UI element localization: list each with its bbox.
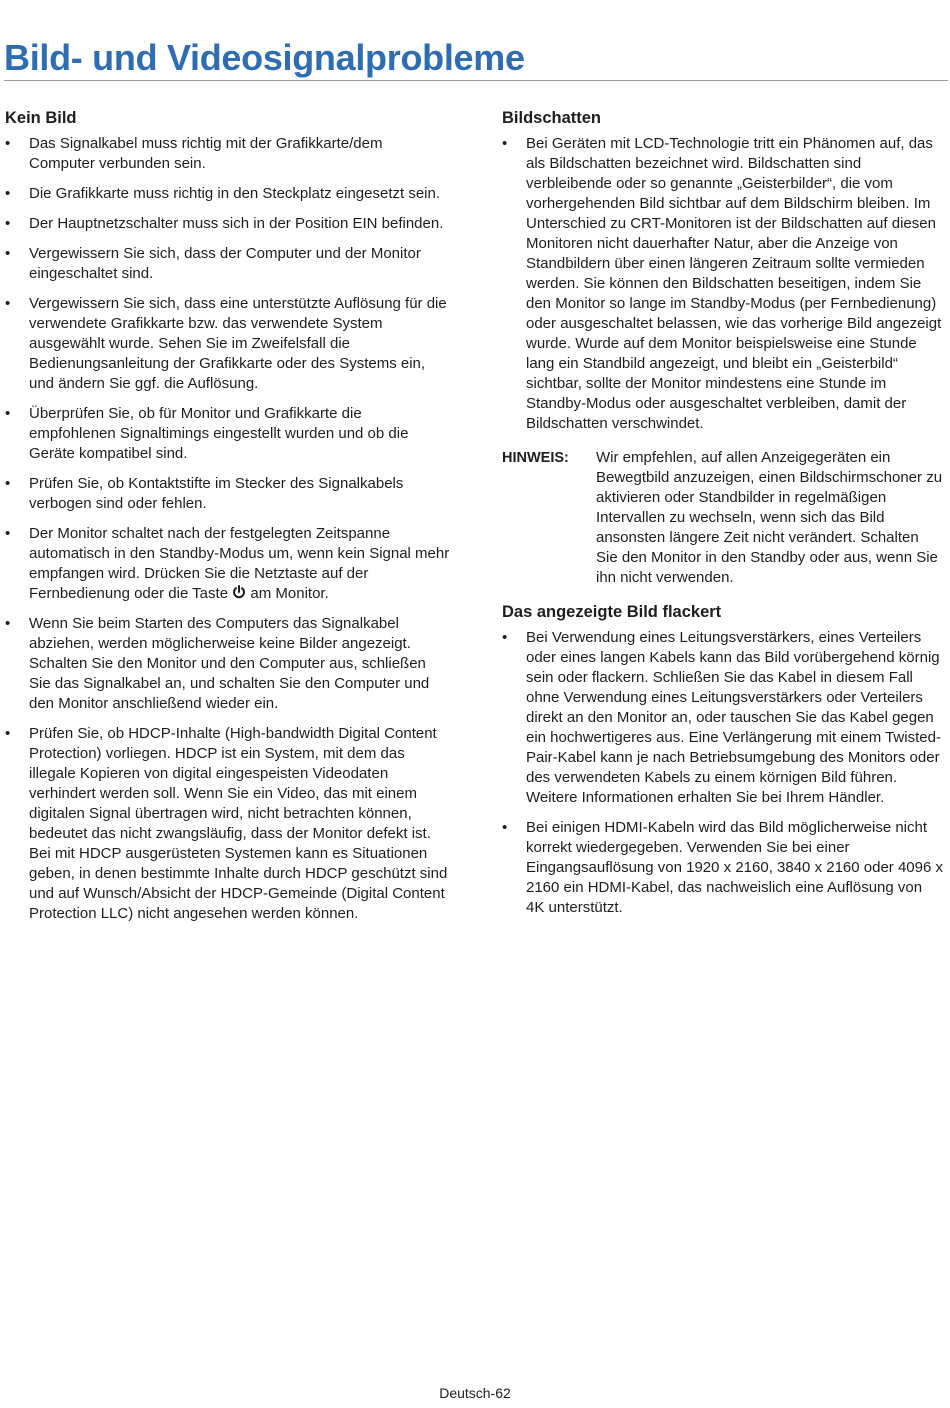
page-title: Bild- und Videosignalprobleme bbox=[4, 37, 525, 78]
list-item: • Vergewissern Sie sich, dass der Computer und der Monitor eingeschaltet sind. bbox=[5, 245, 421, 282]
note-text: Wir empfehlen, auf allen Anzeigegeräten ein Bewegtbild anzuzeigen, einen Bildschirmschoner zu aktivieren oder Standbilder in regelmäßigen Intervallen zu wechseln, wenn sich das Bild ansonsten längere Zeit nicht verändert. Schalten Sie den Monitor in den Standby oder aus, wenn Sie ihn nicht verwenden. bbox=[596, 449, 943, 586]
list-item: • Das Signalkabel muss richtig mit der Grafikkarte/dem Computer verbunden sein. bbox=[5, 135, 383, 172]
list-item: • Überprüfen Sie, ob für Monitor und Grafikkarte die empfohlenen Signaltimings eingestellt wurden und ob die Geräte kompatibel sind. bbox=[5, 405, 409, 462]
section-heading-kein-bild: Kein Bild bbox=[5, 109, 77, 127]
list-item: • Bei einigen HDMI-Kabeln wird das Bild möglicherweise nicht korrekt wiedergegeben. Verwenden Sie bei einer Eingangsauflösung von 1920 x 2160, 3840 x 2160 oder 4096 x 2160 ein HDMI-Kabel, das nachweislich eine Auflösung von 4K unterstützt. bbox=[502, 819, 943, 916]
right-column bbox=[502, 108, 944, 928]
note-hinweis bbox=[502, 448, 944, 588]
list-item: • Prüfen Sie, ob Kontaktstifte im Stecker des Signalkabels verbogen sind oder fehlen. bbox=[5, 475, 404, 512]
title-divider bbox=[4, 80, 948, 81]
page-number: Deutsch-62 bbox=[439, 1385, 511, 1401]
kein-bild-list bbox=[5, 134, 451, 924]
list-item-standby: • Der Monitor schaltet nach der festgelegten Zeitspanne automatisch in den Standby-Modus um, wenn kein Signal mehr empfangen wird. Drücken Sie die Netztaste auf der Fernbedienung oder die Taste am Monitor. bbox=[5, 525, 450, 602]
section-heading-bildschatten: Bildschatten bbox=[502, 109, 602, 127]
left-column bbox=[5, 108, 451, 934]
list-item: • Die Grafikkarte muss richtig in den Steckplatz eingesetzt sein. bbox=[5, 185, 441, 202]
list-item: • Der Hauptnetzschalter muss sich in der Position EIN befinden. bbox=[5, 215, 444, 232]
list-item: • Bei Verwendung eines Leitungsverstärkers, eines Verteilers oder eines langen Kabels kann das Bild vorübergehend körnig sein oder flackern. Schließen Sie das Kabel in diesem Fall ohne Verwendung eines Leitungsverstärkers oder Verteilers direkt an den Monitor an, oder tauschen Sie das Kabel gegen ein hochwertigeres aus. Eine Verlängerung mit einem Twisted-Pair-Kabel kann je nach Betriebsumgebung des Monitors oder des verwendeten Kabels zu einem körnigen Bild führen. Weitere Informationen erhalten Sie bei Ihrem Händler. bbox=[502, 629, 941, 806]
list-item: • Vergewissern Sie sich, dass eine unterstützte Auflösung für die verwendete Grafikkarte bzw. das verwendete System ausgewählt wurde. Sehen Sie im Zweifelsfall die Bedienungsanleitung der Grafikkarte oder des Systems ein, und ändern Sie ggf. die Auflösung. bbox=[5, 295, 447, 392]
list-item: • Prüfen Sie, ob HDCP-Inhalte (High-bandwidth Digital Content Protection) vorliegen. HDCP ist ein System, mit dem das illegale Kopieren von digital eingespeisten Videodaten verhindert werden soll. Wenn Sie ein Video, das mit einem digitalen Signal übertragen wird, nicht betrachten können, bedeutet das nicht zwangsläufig, dass der Monitor defekt ist. Bei mit HDCP ausgerüsteten Systemen kann es Situationen geben, in denen bestimmte Inhalte durch HDCP geschützt sind und auf Wunsch/Absicht der HDCP-Gemeinde (Digital Content Protection LLC) nicht angesehen werden können. bbox=[5, 725, 448, 922]
section-heading-flackert: Das angezeigte Bild flackert bbox=[502, 603, 722, 621]
flackert-list bbox=[502, 628, 944, 918]
note-label: HINWEIS: bbox=[502, 450, 569, 466]
bildschatten-list bbox=[502, 134, 944, 434]
list-item: • Bei Geräten mit LCD-Technologie tritt ein Phänomen auf, das als Bildschatten bezeichnet wird. Bildschatten sind verbleibende oder so genannte „Geisterbilder“, die vom vorhergehenden Bild sichtbar auf dem Bildschirm bleiben. Im Unterschied zu CRT-Monitoren ist der Bildschatten auf diesen Monitoren nicht dauerhafter Natur, aber die Anzeige von Standbildern über einen längeren Zeitraum sollte vermieden werden. Sie können den Bildschatten beseitigen, indem Sie den Monitor so lange im Standby-Modus (per Fernbedienung) oder ausgeschaltet belassen, wie das vorherige Bild angezeigt wurde. Wurde auf dem Monitor beispielsweise eine Stunde lang ein Standbild angezeigt, und bleibt ein „Geisterbild“ sichtbar, sollte der Monitor mindestens eine Stunde im Standby-Modus oder ausgeschaltet verbleiben, damit der Bildschatten verschwindet. bbox=[502, 135, 942, 432]
list-item: • Wenn Sie beim Starten des Computers das Signalkabel abziehen, werden möglicherweise keine Bilder angezeigt. Schalten Sie den Monitor und den Computer aus, schließen Sie das Signalkabel an, und schalten Sie den Computer und den Monitor anschließend wieder ein. bbox=[5, 615, 430, 712]
power-icon bbox=[232, 585, 246, 599]
